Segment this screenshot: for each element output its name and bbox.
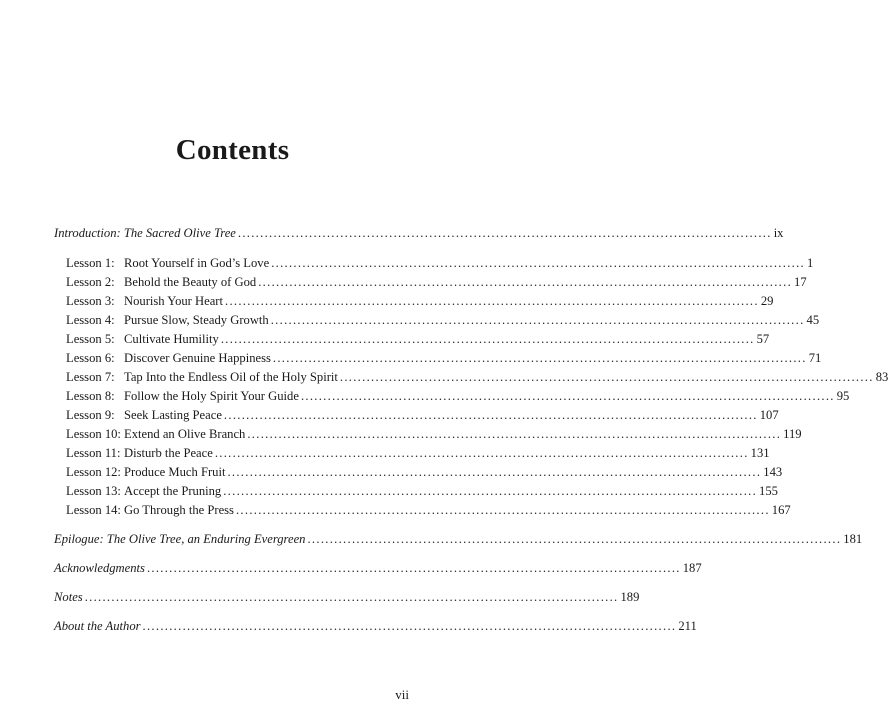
toc-entry-page: 71	[808, 351, 822, 365]
dot-leader: ........................................................................................................................	[142, 619, 677, 633]
toc-entry-label	[66, 425, 245, 444]
toc-entry-page: 83	[875, 370, 888, 384]
dot-leader: ........................................................................................................................	[258, 275, 793, 289]
toc-entry-label	[66, 368, 338, 387]
lesson-number: Lesson 2:	[66, 275, 115, 289]
toc-entry-label	[66, 501, 234, 520]
dot-leader: ........................................................................................................................	[237, 226, 772, 240]
toc-entry-label	[66, 311, 269, 330]
toc-entry-page: 167	[771, 503, 791, 517]
lesson-title: Behold the Beauty of God	[124, 275, 257, 289]
toc-entry-lesson[interactable]	[54, 330, 770, 349]
lesson-title: Follow the Holy Spirit Your Guide	[124, 389, 299, 403]
lesson-number: Lesson 5:	[66, 332, 115, 346]
dot-leader: ........................................................................................................................	[247, 427, 782, 441]
toc-entry-lesson[interactable]	[54, 444, 770, 463]
lesson-title: Nourish Your Heart	[124, 294, 223, 308]
toc-entry-label	[66, 406, 222, 425]
toc-entry-label: Notes	[54, 590, 83, 604]
lesson-title: Seek Lasting Peace	[124, 408, 222, 422]
dot-leader: ........................................................................................................................	[300, 389, 835, 403]
lesson-title: Cultivate Humility	[124, 332, 219, 346]
toc-entry-label	[66, 349, 271, 368]
lesson-title: Accept the Pruning	[124, 484, 222, 498]
page-title: Contents	[175, 134, 290, 166]
lesson-title: Produce Much Fruit	[124, 465, 226, 479]
lesson-title: Discover Genuine Happiness	[124, 351, 271, 365]
toc-entry-page: 211	[678, 619, 697, 633]
lesson-number: Lesson 13:	[66, 484, 121, 498]
toc-entry-lesson[interactable]	[54, 254, 814, 273]
toc-entry-lesson[interactable]	[54, 292, 774, 311]
lesson-number: Lesson 11:	[66, 446, 121, 460]
toc-entry-page: 45	[806, 313, 820, 327]
toc-entry-page: 131	[750, 446, 770, 460]
toc-entry-label: Epilogue: The Olive Tree, an Enduring Evergreen	[54, 532, 306, 546]
toc-entry-label: About the Author	[54, 619, 141, 633]
toc-entry-page: 187	[682, 561, 702, 575]
lesson-number: Lesson 9:	[66, 408, 115, 422]
lesson-title: Root Yourself in God’s Love	[124, 256, 270, 270]
lesson-number: Lesson 8:	[66, 389, 115, 403]
toc-entry-back-matter[interactable]	[54, 530, 863, 549]
lesson-title: Go Through the Press	[124, 503, 234, 517]
lesson-number: Lesson 1:	[66, 256, 115, 270]
toc-entry-page: 155	[759, 484, 778, 498]
dot-leader: ........................................................................................................................	[223, 408, 758, 422]
lesson-number: Lesson 3:	[66, 294, 115, 308]
lesson-title: Pursue Slow, Steady Growth	[124, 313, 269, 327]
toc-entry-back-matter[interactable]	[54, 588, 640, 607]
toc-entry-label	[66, 254, 269, 273]
dot-leader: ........................................................................................................................	[271, 256, 805, 270]
table-of-contents	[54, 224, 888, 636]
toc-entry-lesson[interactable]	[54, 482, 778, 501]
dot-leader: ........................................................................................................................	[214, 446, 749, 460]
toc-entry-label: Acknowledgments	[54, 561, 145, 575]
lesson-number: Lesson 7:	[66, 370, 115, 384]
toc-entry-lesson[interactable]	[54, 501, 791, 520]
toc-entry-label	[66, 482, 221, 501]
dot-leader: ........................................................................................................................	[339, 370, 874, 384]
lesson-title: Disturb the Peace	[124, 446, 213, 460]
back-matter-list	[54, 520, 863, 636]
dot-leader: ........................................................................................................................	[220, 332, 755, 346]
toc-entry-page: 1	[807, 256, 814, 270]
toc-entry-page: 29	[760, 294, 774, 308]
toc-entry-page: 17	[794, 275, 807, 289]
lesson-number: Lesson 12:	[66, 465, 121, 479]
dot-leader: ........................................................................................................................	[307, 532, 842, 546]
toc-entry-label	[66, 292, 223, 311]
toc-entry-back-matter[interactable]	[54, 617, 697, 636]
toc-entry-page: 119	[783, 427, 802, 441]
toc-entry-page: 95	[836, 389, 850, 403]
dot-leader: ........................................................................................................................	[223, 484, 758, 498]
dot-leader: ........................................................................................................................	[227, 465, 762, 479]
lesson-title: Extend an Olive Branch	[124, 427, 246, 441]
page-number: vii	[395, 687, 409, 702]
toc-entry-lesson[interactable]	[54, 273, 807, 292]
toc-entry-lesson[interactable]	[54, 311, 820, 330]
toc-entry-back-matter[interactable]	[54, 559, 702, 578]
toc-entry-page: 107	[759, 408, 779, 422]
dot-leader: ........................................................................................................................	[272, 351, 807, 365]
lesson-number: Lesson 14:	[66, 503, 121, 517]
toc-entry-label	[66, 444, 213, 463]
toc-entry-page: 143	[763, 465, 783, 479]
dot-leader: ........................................................................................................................	[84, 590, 619, 604]
dot-leader: ........................................................................................................................	[225, 294, 759, 308]
lesson-number: Lesson 10:	[66, 427, 121, 441]
toc-entry-label: Introduction: The Sacred Olive Tree	[54, 226, 236, 240]
toc-entry-lesson[interactable]	[54, 349, 822, 368]
toc-entry-page: 189	[620, 590, 640, 604]
toc-entry-introduction[interactable]	[54, 224, 784, 243]
toc-entry-lesson[interactable]	[54, 425, 802, 444]
dot-leader: ........................................................................................................................	[270, 313, 805, 327]
dot-leader: ........................................................................................................................	[235, 503, 770, 517]
toc-entry-lesson[interactable]	[54, 387, 850, 406]
toc-entry-page: 181	[843, 532, 863, 546]
toc-entry-page: 57	[756, 332, 770, 346]
toc-entry-label	[66, 273, 256, 292]
toc-entry-page: ix	[773, 226, 784, 240]
toc-entry-label	[66, 463, 225, 482]
toc-entry-label	[66, 330, 219, 349]
lesson-number: Lesson 4:	[66, 313, 115, 327]
toc-entry-lesson[interactable]	[54, 463, 783, 482]
lesson-list	[54, 254, 888, 520]
toc-entry-lesson[interactable]	[54, 368, 888, 387]
dot-leader: ........................................................................................................................	[146, 561, 681, 575]
lesson-title: Tap Into the Endless Oil of the Holy Spirit	[124, 370, 338, 384]
lesson-number: Lesson 6:	[66, 351, 115, 365]
toc-entry-lesson[interactable]	[54, 406, 779, 425]
toc-entry-label	[66, 387, 299, 406]
